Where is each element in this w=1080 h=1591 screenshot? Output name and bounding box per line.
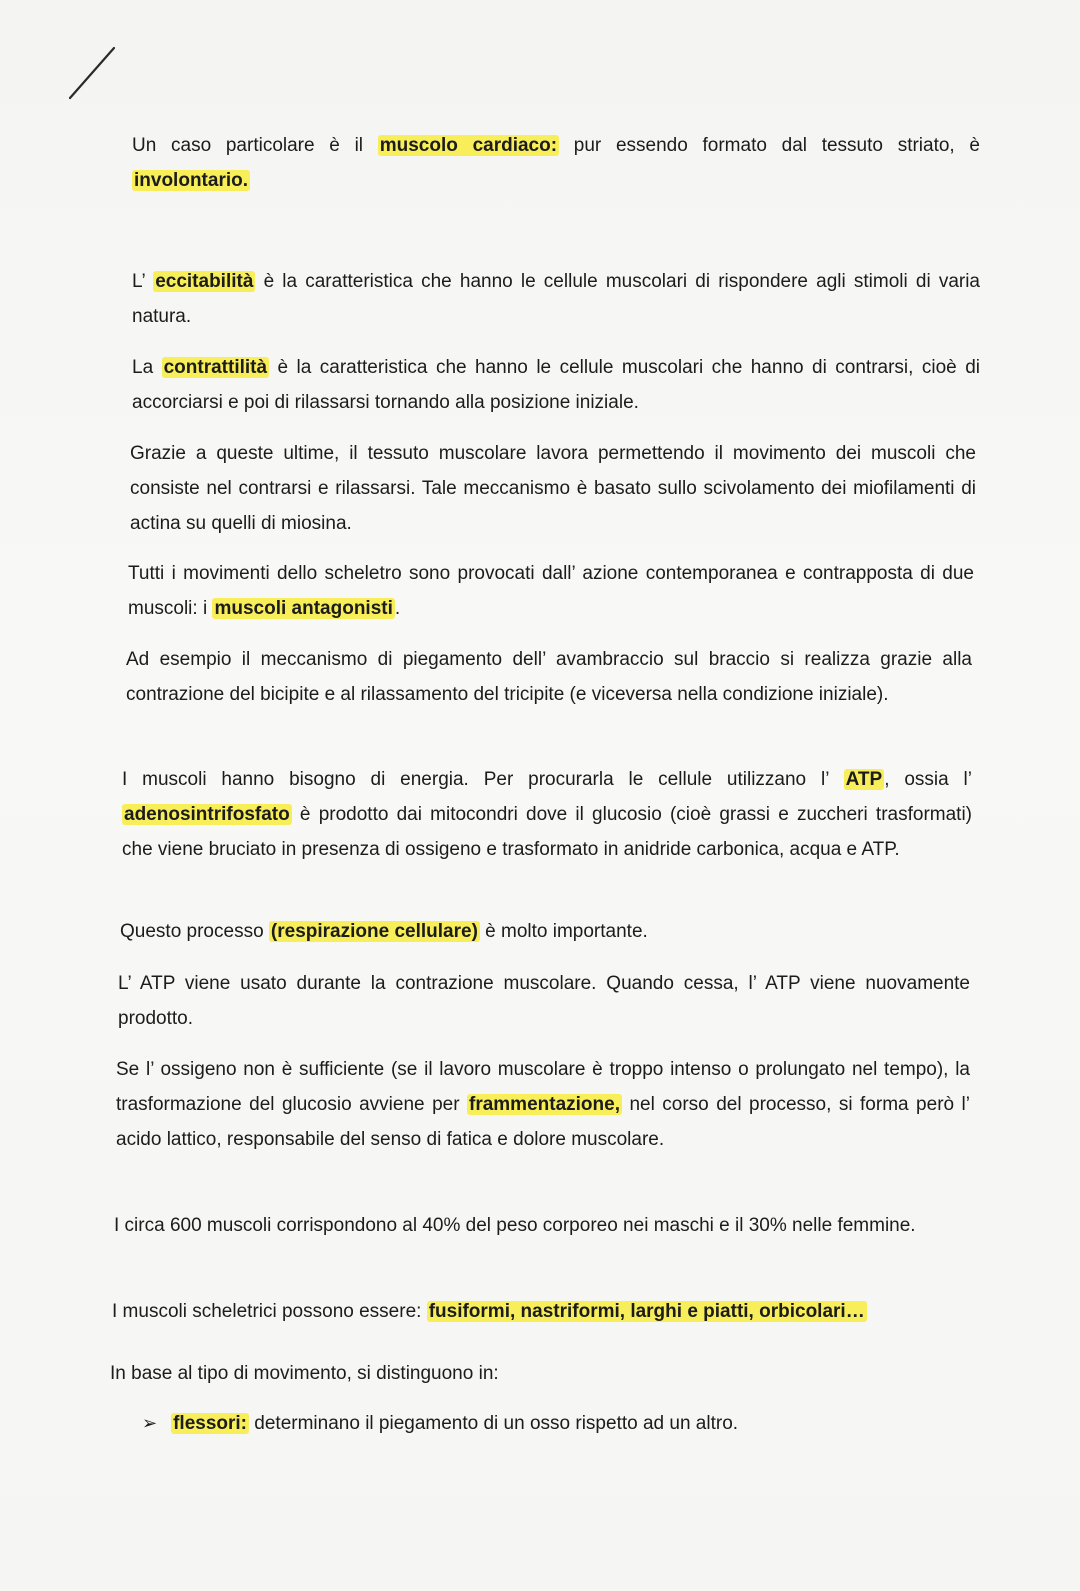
text: . [394,598,401,619]
highlight-muscolo-cardiaco: muscolo cardiaco: [379,135,558,156]
paragraph-atp-contrazione: L’ ATP viene usato durante la contrazione muscolare. Quando cessa, l’ ATP viene nuovamente prodotto. [118,973,970,1029]
paragraph-tessuto-muscolare: Grazie a queste ultime, il tessuto muscolare lavora permettendo il movimento dei muscoli che consiste nel contrarsi e rilassarsi. Tale meccanismo è basato sullo scivolamento dei miofilamenti di actina su quelli di miosina. [130,443,976,534]
paragraph-eccitabilita [132,264,980,334]
highlight-contrattilita: contrattilità [163,357,268,378]
bullet-flessori [142,1406,972,1441]
paragraph-tipo-movimento: In base al tipo di movimento, si distinguono in: [110,1363,499,1384]
paragraph-muscoli-antagonisti [128,556,974,626]
highlight-atp: ATP [845,769,883,790]
highlight-forme: fusiformi, nastriformi, larghi e piatti, orbicolari… [428,1301,865,1322]
text: Un caso particolare è il [132,135,378,156]
paragraph-peso-corporeo: I circa 600 muscoli corrispondono al 40% del peso corporeo nei maschi e il 30% nelle femmine. [114,1215,916,1236]
text: è prodotto dai mitocondri dove il glucosio (cioè grassi e zuccheri trasformati) che viene bruciato in presenza di ossigeno e trasformato in anidride carbonica, acqua e ATP. [122,804,972,860]
text: , ossia l’ [884,769,972,790]
text: Tutti i movimenti dello scheletro sono provocati dall’ azione contemporanea e contrapposta di due muscoli: i [128,563,974,619]
highlight-eccitabilita: eccitabilità [155,271,254,292]
bullet-arrow-icon: ➢ [142,1413,158,1433]
text: I muscoli hanno bisogno di energia. Per procurarla le cellule utilizzano l’ [122,769,844,790]
paragraph-energia-atp [122,762,972,867]
text: determinano il piegamento di un osso rispetto ad un altro. [249,1413,739,1434]
text: I muscoli scheletrici possono essere: [112,1301,427,1322]
text: è la caratteristica che hanno le cellule muscolari di rispondere agli stimoli di varia natura. [132,271,980,327]
highlight-adenosintrifosfato: adenosintrifosfato [124,804,290,825]
paragraph-contrattilita [132,350,980,420]
paragraph-respirazione-cellulare [120,914,970,949]
text: L’ [132,271,154,292]
text: Questo processo [120,921,269,942]
text: nel corso del processo, si forma però l’ acido lattico, responsabile del senso di fatica e dolore muscolare. [116,1094,970,1150]
paragraph-acido-lattico [116,1052,970,1157]
highlight-respirazione-cellulare: (respirazione cellulare) [270,921,478,942]
text: Se l’ ossigeno non è sufficiente (se il lavoro muscolare è troppo intenso o prolungato nel tempo), la trasformazione del glucosio avviene per [116,1059,970,1115]
highlight-flessori: flessori: [173,1413,248,1434]
highlight-muscoli-antagonisti: muscoli antagonisti [214,598,393,619]
text: è molto importante. [479,921,648,942]
text: è la caratteristica che hanno le cellule muscolari che hanno di contrarsi, cioè di accorciarsi e poi di rilassarsi tornando alla posizione iniziale. [132,357,980,413]
highlight-involontario: involontario. [134,170,248,191]
text: La [132,357,162,378]
paragraph-cardiac-muscle [132,128,980,198]
paragraph-avambraccio: Ad esempio il meccanismo di piegamento dell’ avambraccio sul braccio si realizza grazie alla contrazione del bicipite e al rilassamento del tricipite (e viceversa nella condizione iniziale). [126,649,972,705]
text: pur essendo formato dal tessuto striato, è [559,135,980,156]
paragraph-forme-muscoli [112,1294,972,1329]
highlight-frammentazione: frammentazione, [469,1094,620,1115]
